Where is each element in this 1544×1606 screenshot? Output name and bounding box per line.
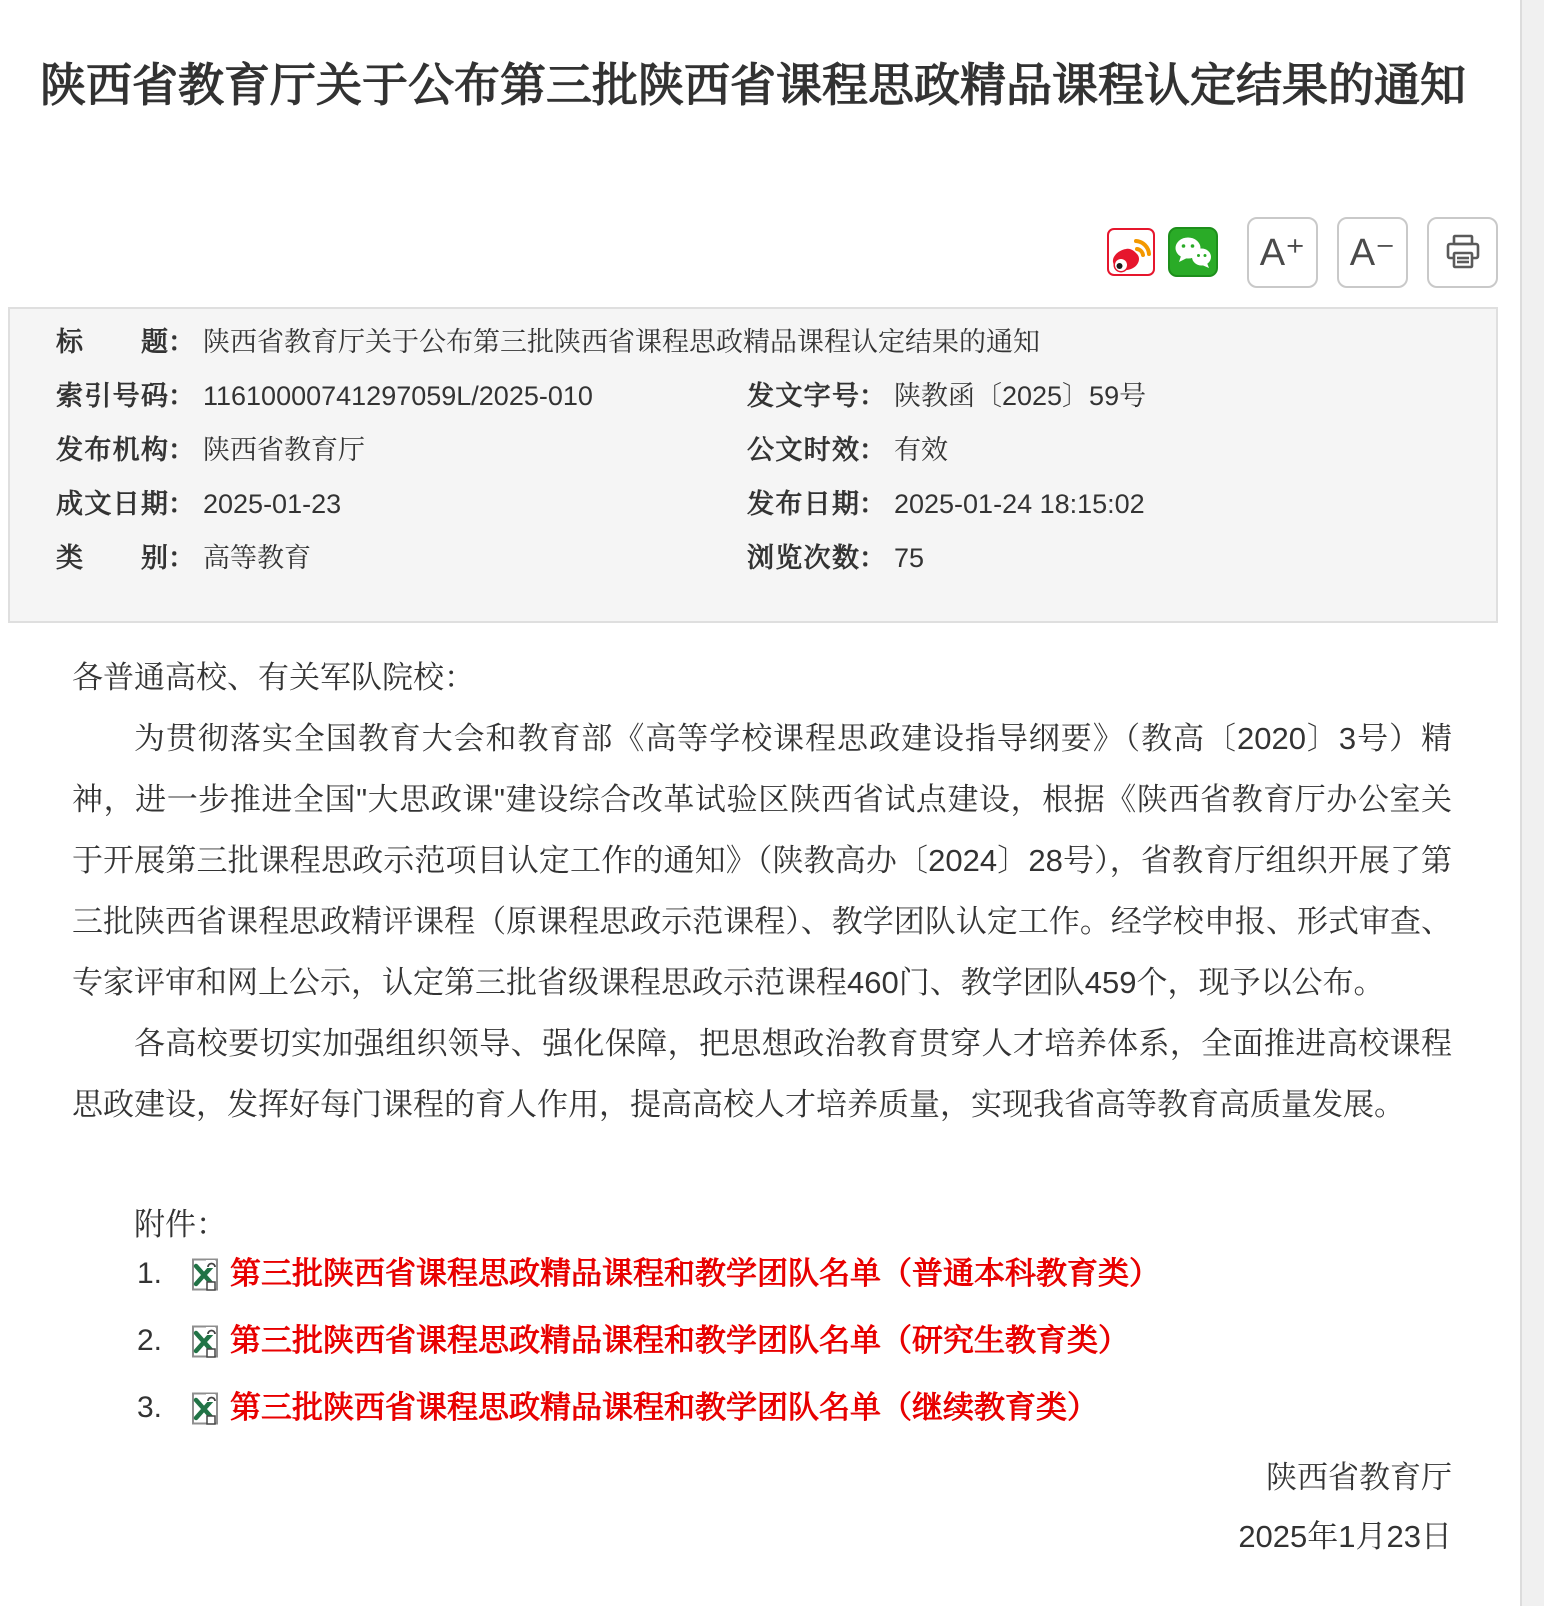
meta-field-title: 标题： 陕西省教育厅关于公布第三批陕西省课程思政精品课程认定结果的通知 — [10, 315, 1496, 369]
attachment-item-3 — [72, 1390, 1452, 1426]
attachment-number: 2. — [137, 1324, 163, 1358]
excel-file-icon — [188, 1325, 219, 1358]
font-decrease-button[interactable]: A⁻ — [1337, 217, 1408, 288]
meta-validity-label: 公文时效 — [746, 435, 859, 466]
meta-docnum-value: 陕教函〔2025〕59号 — [893, 381, 1147, 412]
meta-publish-date-label: 发布日期 — [746, 489, 859, 520]
body-paragraph-2: 各高校要切实加强组织领导、强化保障，把思想政治教育贯穿人才培养体系，全面推进高校课程思政建设，发挥好每门课程的育人作用，提高高校人才培养质量，实现我省高等教育高质量发展。 — [72, 1026, 1452, 1123]
document-metadata-panel — [8, 307, 1498, 623]
meta-field-view-count: 浏览次数： 75 — [701, 531, 1496, 585]
attachment-number: 3. — [137, 1391, 163, 1425]
meta-category-label: 类别 — [56, 543, 168, 574]
meta-written-date-label: 成文日期 — [56, 489, 168, 520]
meta-field-category: 类别： 高等教育 — [10, 531, 701, 585]
page-scrollbar-track[interactable] — [1520, 0, 1544, 1606]
meta-field-written-date: 成文日期： 2025-01-23 — [10, 477, 701, 531]
print-button[interactable] — [1427, 217, 1498, 288]
weibo-share-icon[interactable] — [1107, 228, 1155, 276]
font-increase-button[interactable]: A⁺ — [1247, 217, 1318, 288]
attachment-link-undergraduate[interactable]: 第三批陕西省课程思政精品课程和教学团队名单（普通本科教育类） — [230, 1256, 1160, 1292]
meta-publish-date-value: 2025-01-24 18:15:02 — [893, 489, 1145, 520]
printer-icon — [1443, 232, 1483, 272]
toolbar — [8, 216, 1498, 288]
meta-category-value: 高等教育 — [203, 543, 311, 574]
signature-block — [8, 1448, 1498, 1566]
attachment-link-continuing[interactable]: 第三批陕西省课程思政精品课程和教学团队名单（继续教育类） — [230, 1390, 1098, 1426]
excel-file-icon — [188, 1258, 219, 1291]
meta-written-date-value: 2025-01-23 — [203, 489, 342, 520]
attachments-heading: 附件： — [134, 1207, 227, 1243]
meta-field-index-number: 索引号码： 11610000741297059L/2025-010 — [10, 369, 701, 423]
attachment-link-graduate[interactable]: 第三批陕西省课程思政精品课程和教学团队名单（研究生教育类） — [230, 1323, 1129, 1359]
meta-docnum-label: 发文字号 — [746, 381, 859, 412]
attachments-section — [8, 1201, 1498, 1426]
meta-index-label: 索引号码 — [56, 381, 168, 412]
attachment-number: 1. — [137, 1257, 163, 1291]
excel-file-icon — [188, 1392, 219, 1425]
meta-agency-value: 陕西省教育厅 — [203, 435, 365, 466]
meta-field-issuing-agency: 发布机构： 陕西省教育厅 — [10, 423, 701, 477]
meta-views-label: 浏览次数 — [746, 543, 859, 574]
meta-field-publish-date: 发布日期： 2025-01-24 18:15:02 — [701, 477, 1496, 531]
meta-title-value: 陕西省教育厅关于公布第三批陕西省课程思政精品课程认定结果的通知 — [203, 327, 1040, 358]
page-title: 陕西省教育厅关于公布第三批陕西省课程思政精品课程认定结果的通知 — [40, 59, 1466, 111]
meta-field-validity: 公文时效： 有效 — [701, 423, 1496, 477]
salutation-line: 各普通高校、有关军队院校： — [72, 660, 475, 696]
meta-index-value: 11610000741297059L/2025-010 — [203, 381, 593, 412]
body-paragraph-1: 为贯彻落实全国教育大会和教育部《高等学校课程思政建设指导纲要》（教高〔2020〕3号）精神，进一步推进全国"大思政课"建设综合改革试验区陕西省试点建设，根据《陕西省教育厅办公室关于开展第三批课程思政示范项目认定工作的通知》（陕教高办〔2024〕28号），省教育厅组织开展了第三批陕西省课程思政精评课程（原课程思政示范课程）、教学团队认定工作。经学校申报、形式审查、专家评审和网上公示，认定第三批省级课程思政示范课程460门、教学团队459个，现予以公布。 — [72, 721, 1452, 1001]
attachment-item-2 — [72, 1323, 1452, 1359]
meta-field-document-number: 发文字号： 陕教函〔2025〕59号 — [701, 369, 1496, 423]
wechat-share-icon[interactable] — [1168, 227, 1218, 277]
meta-views-value: 75 — [893, 543, 925, 574]
document-body — [8, 647, 1498, 1135]
signature-agency: 陕西省教育厅 — [1266, 1460, 1452, 1496]
page-content — [8, 0, 1498, 1566]
signature-date: 2025年1月23日 — [1238, 1519, 1452, 1555]
meta-agency-label: 发布机构 — [56, 435, 168, 466]
attachments-list — [72, 1256, 1452, 1426]
meta-title-label: 标题 — [56, 327, 168, 358]
attachment-item-1 — [72, 1256, 1452, 1292]
meta-validity-value: 有效 — [893, 435, 948, 466]
